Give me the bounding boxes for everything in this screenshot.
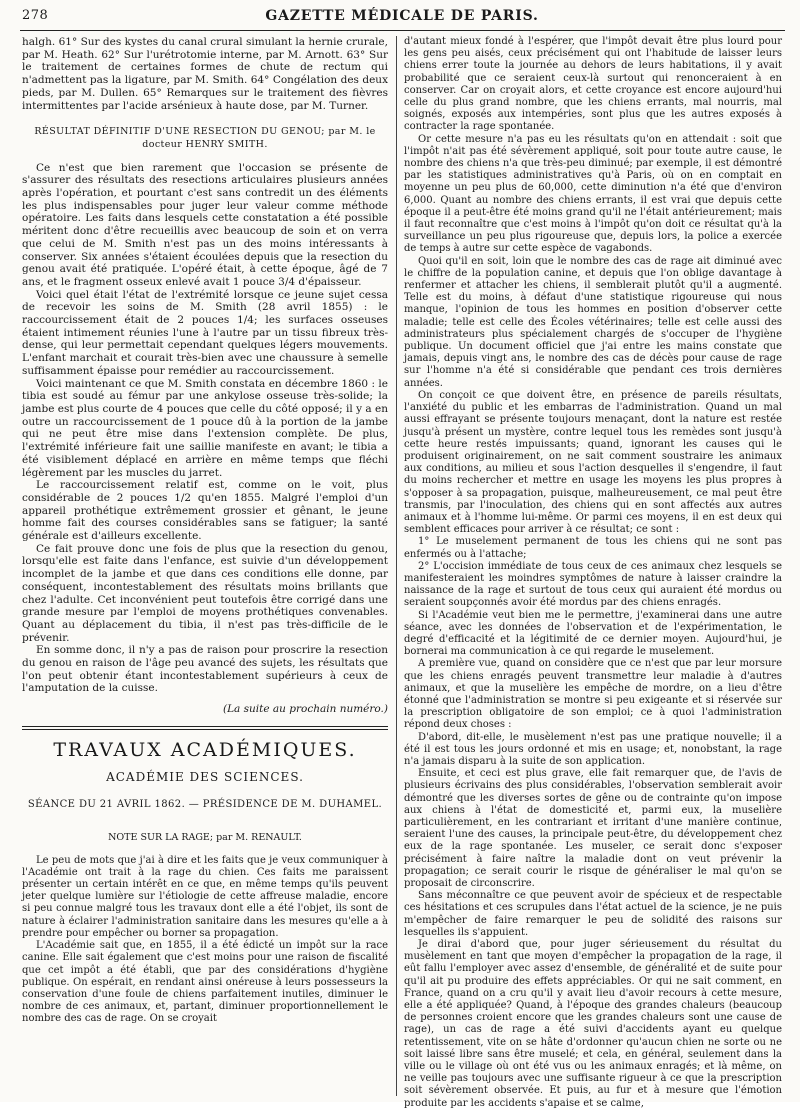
section-title: RÉSULTAT DÉFINITIF D'UNE RESECTION DU GENOU; par M. le docteur HENRY SMITH. [34, 126, 376, 150]
body-paragraph: Ce fait prouve donc une fois de plus que la resection du genou, lorsqu'elle est faite dans l'enfance, est suivie d'un développement incomplet de la jambe et que dans ces conditions elle donne, par conséquent, incontestablement des résultats moins brillants que chez l'adulte. Cet inconvénient peut toutefois être corrigé dans une grande mesure par l'emploi de moyens prothétiques convenables. Quant au déplacement du tibia, il n'est pas très-difficile de le prévenir. [22, 542, 388, 644]
intro-paragraph: halgh. 61° Sur des kystes du canal crural simulant la hernie crurale, par M. Heath. 62° Sur l'urétrotomie interne, par M. Arnott. 63° Sur le traitement de certaines formes de chute de rectum qui n'admettent pas la ligature, par M. Smith. 64° Congélation des deux pieds, par M. Dullen. 65° Remarques sur le traitement des fièvres intermittentes par l'acide arsénieux à haute dose, par M. Turner. [22, 36, 388, 112]
body-paragraph: Or cette mesure n'a pas eu les résultats qu'on en attendait : soit que l'impôt n'ait pas été sévèrement appliqué, soit pour toute autre cause, le nombre des chiens n'a que très-peu diminué; par exemple, il est démontré par les statistiques administratives qu'à Paris, où on en comptait en moyenne un peu plus de 60,000, cette diminution n'a été que d'environ 6,000. Quant au nombre des chiens errants, il est vrai que depuis cette époque il a peut-être été moins grand qu'il ne l'était antérieurement; mais il faut reconnaître que c'est moins à l'impôt qu'on doit ce résultat qu'à la surveillance un peu plus rigoureuse que, depuis lors, la police a exercée de temps à autre sur cette espèce de vagabonds. [404, 133, 782, 255]
body-paragraph: A première vue, quand on considère que ce n'est que par leur morsure que les chiens enragés peuvent transmettre leur maladie à d'autres animaux, et que la muselière les empêche de mordre, on a lieu d'être étonné que l'administration se montre si peu exigeante et si réservée sur la prescription obligatoire de son emploi; ce à quoi l'administration répond deux choses : [404, 658, 782, 731]
body-paragraph: Ensuite, et ceci est plus grave, elle fait remarquer que, de l'avis de plusieurs écrivains des plus considérables, l'observation semblerait avoir démontré que les diverses sortes de gêne ou de contrainte qu'on impose aux chiens à l'état de domesticité et, parmi eux, la muselière particulièrement, en les contrariant et irritant d'une manière continue, seraient l'une des causes, la principale peut-être, du développement chez eux de la rage spontanée. Les museler, ce serait donc s'exposer précisément à faire naître la maladie dont on veut prévenir la propagation; ce serait courir le risque de généraliser le mal qu'on se proposait de circonscrire. [404, 768, 782, 890]
body-paragraph: Si l'Académie veut bien me le permettre, j'examinerai dans une autre séance, avec les données de l'observation et de l'expérimentation, le degré d'efficacité et la légitimité de ce dernier moyen. Aujourd'hui, je bornerai ma communication à ce qui regarde le muselement. [404, 609, 782, 658]
body-paragraph: Sans méconnaître ce que peuvent avoir de spécieux et de respectable ces hésitations et ces scrupules dans l'état actuel de la science, je ne puis m'empêcher de faire remarquer le peu de solidité des raisons sur lesquelles ils s'appuient. [404, 890, 782, 938]
to-be-continued: (La suite au prochain numéro.) [222, 703, 388, 716]
running-title: GAZETTE MÉDICALE DE PARIS. [265, 8, 539, 24]
section-divider [22, 726, 388, 730]
body-paragraph: En somme donc, il n'y a pas de raison pour proscrire la resection du genou en raison de l'âge peu avancé des sujets, les résultats que l'on peut obtenir étant incontestablement supérieurs à ceux de l'amputation de la cuisse. [22, 644, 388, 695]
body-paragraph: Ce n'est que bien rarement que l'occasion se présente de s'assurer des résultats des resections articulaires plusieurs années après l'opération, et pourtant c'est sans contredit un des éléments les plus indispensables pour juger leur valeur comme méthode opératoire. Les faits dans lesquels cette constatation a été possible méritent donc d'être recueillis avec beaucoup de soin et on verra que celui de M. Smith n'est pas un des moins intéressants à conserver. Six années s'étaient écoulées depuis que la resection du genou avait été pratiquée. L'opéré était, à cette époque, âgé de 7 ans, et le fragment osseux enlevé avait 1 pouce 3/4 d'épaisseur. [22, 161, 388, 288]
note-title: NOTE SUR LA RAGE; par M. RENAULT. [108, 831, 302, 843]
page-number: 278 [22, 8, 49, 23]
note-paragraph: Le peu de mots que j'ai à dire et les faits que je veux communiquer à l'Académie ont trait à la rage du chien. Ces faits me paraissent présenter un certain intérêt en ce que, en même temps qu'ils peuvent jeter quelque lumière sur l'étiologie de cette affreuse maladie, encore si peu connue malgré tous les travaux dont elle a été l'objet, ils sont de nature à éclairer l'administration sanitaire dans les mesures qu'elle a à prendre pour empêcher ou borner sa propagation. [22, 854, 388, 939]
travaux-title: TRAVAUX ACADÉMIQUES. [53, 738, 357, 761]
body-paragraph: D'abord, dit-elle, le musèlement n'est pas une pratique nouvelle; il a été il est tous les jours ordonné et mis en usage; et, nonobstant, la rage n'a jamais disparu à la suite de son application. [404, 731, 782, 767]
right-column [404, 36, 782, 1109]
column-rule [396, 36, 397, 1096]
body-paragraph: Le raccourcissement relatif est, comme on le voit, plus considérable de 2 pouces 1/2 qu'en 1855. Malgré l'emploi d'un appareil prothétique extrêmement grossier et gênant, le jeune homme fait des courses considérables sans se fatiguer; la santé générale est d'ailleurs excellente. [22, 479, 388, 543]
body-paragraph: Voici quel était l'état de l'extrémité lorsque ce jeune sujet cessa de recevoir les soins de M. Smith (28 avril 1855) : le raccourcissement était de 2 pouces 1/4; les surfaces osseuses étaient intimement réunies l'une à l'autre par un tissu fibreux très-dense, qui leur permettait cependant quelques légers mouvements. L'enfant marchait et courait très-bien avec une chaussure à semelle suffisamment épaisse pour remédier au raccourcissement. [22, 288, 388, 377]
body-paragraph: Quoi qu'il en soit, loin que le nombre des cas de rage ait diminué avec le chiffre de la population canine, et depuis que l'on oblige davantage à renfermer et attacher les chiens, il semblerait plutôt qu'il a augmenté. Telle est du moins, à défaut d'une statistique rigoureuse qui nous manque, l'opinion de tous les hommes en position d'observer cette maladie; telle est celle des Écoles vétérinaires; telle est celle aussi des administrateurs plus spécialement chargés de s'occuper de l'hygiène publique. Un document officiel que j'ai entre les mains constate que jamais, depuis vingt ans, le nombre des cas de décès pour cause de rage sur l'homme n'a été si considérable que pendant ces trois dernières années. [404, 255, 782, 389]
page-header [22, 6, 782, 28]
academie-title: ACADÉMIE DES SCIENCES. [106, 769, 304, 784]
body-paragraph: d'autant mieux fondé à l'espérer, que l'impôt devait être plus lourd pour les gens peu aisés, ceux précisément qui ont l'habitude de laisser leurs chiens errer toute la journée au dehors de leurs habitations, il y avait probabilité que ce seraient ceux-là surtout qui renonceraient à en conserver. Car on croyait alors, et cette croyance est encore aujourd'hui celle du plus grand nombre, que les chiens errants, mal nourris, mal soignés, exposés aux intempéries, sont plus que les autres exposés à contracter la rage spontanée. [404, 36, 782, 133]
body-paragraph: On conçoit ce que doivent être, en présence de pareils résultats, l'anxiété du public et les embarras de l'administration. Quand un mal aussi effrayant se présente toujours menaçant, dont la nature est restée jusqu'à présent un mystère, contre lequel tous les remèdes sont jusqu'à cette heure restés impuissants; quand, ignorant les causes qui le produisent originairement, on ne sait comment soustraire les animaux aux conditions, au milieu et sous l'action desquelles il s'engendre, il faut du moins rechercher et mettre en usage les moyens les plus propres à s'opposer à sa propagation, puisque, malheureusement, ce mal peut être transmis, par l'inoculation, des chiens qui en sont affectés aux autres animaux et à l'homme lui-même. Or parmi ces moyens, il en est deux qui semblent efficaces pour arriver à ce résultat; ce sont : [404, 389, 782, 536]
seance-line: SÉANCE DU 21 AVRIL 1862. — PRÉSIDENCE DE M. DUHAMEL. [27, 799, 383, 811]
header-rule [20, 30, 785, 31]
body-paragraph: Je dirai d'abord que, pour juger sérieusement du résultat du musèlement en tant que moyen d'empêcher la propagation de la rage, il eût fallu l'employer avec assez d'ensemble, de généralité et de suite pour qu'il ait pu produire des effets appréciables. Or qui ne sait comment, en France, quand on a cru qu'il y avait lieu d'avoir recours à cette mesure, elle a été appliquée? Quand, à l'époque des grandes chaleurs (beaucoup de personnes croient encore que les grandes chaleurs sont une cause de rage), un cas de rage a été suivi d'accidents ayant eu quelque retentissement, vite on se hâte d'ordonner qu'aucun chien ne sorte ou ne soit laissé libre sans être muselé; et cela, en général, seulement dans la ville ou le village où ont été vus ou les animaux enragés; et là même, on ne veille pas toujours avec une suffisante rigueur à ce que la prescription soit sévèrement observée. Et puis, au fur et à mesure que l'émotion produite par les accidents s'apaise et se calme, [404, 939, 782, 1109]
left-column [22, 36, 388, 1096]
body-paragraph: Voici maintenant ce que M. Smith constata en décembre 1860 : le tibia est soudé au fémur par une ankylose osseuse très-solide; la jambe est plus courte de 4 pouces que celle du côté opposé; il y a en outre un raccourcissement de 1 pouce dû à la portion de la jambe qui ne peut être mise dans l'extension complète. De plus, l'extrémité inférieure fait une saillie manifeste en avant; le tibia a été visiblement déplacé en arrière en même temps que fléchi légèrement par les muscles du jarret. [22, 377, 388, 479]
list-item: 1° Le muselement permanent de tous les chiens qui ne sont pas enfermés ou à l'attache; [404, 536, 782, 560]
note-paragraph: L'Académie sait que, en 1855, il a été édicté un impôt sur la race canine. Elle sait également que c'est moins pour une raison de fiscalité que cet impôt a été établi, que par des considérations d'hygiène publique. On espérait, en rendant ainsi onéreuse à leurs possesseurs la conservation d'une foule de chiens parfaitement inutiles, diminuer le nombre de ces animaux, et, partant, diminuer proportionnellement le nombre des cas de rage. On se croyait [22, 940, 388, 1025]
list-item: 2° L'occision immédiate de tous ceux de ces animaux chez lesquels se manifesteraient les moindres symptômes de nature à laisser craindre la naissance de la rage et surtout de tous ceux qui auraient été mordus ou seraient soupçonnés avoir été mordus par des chiens enragés. [404, 560, 782, 609]
